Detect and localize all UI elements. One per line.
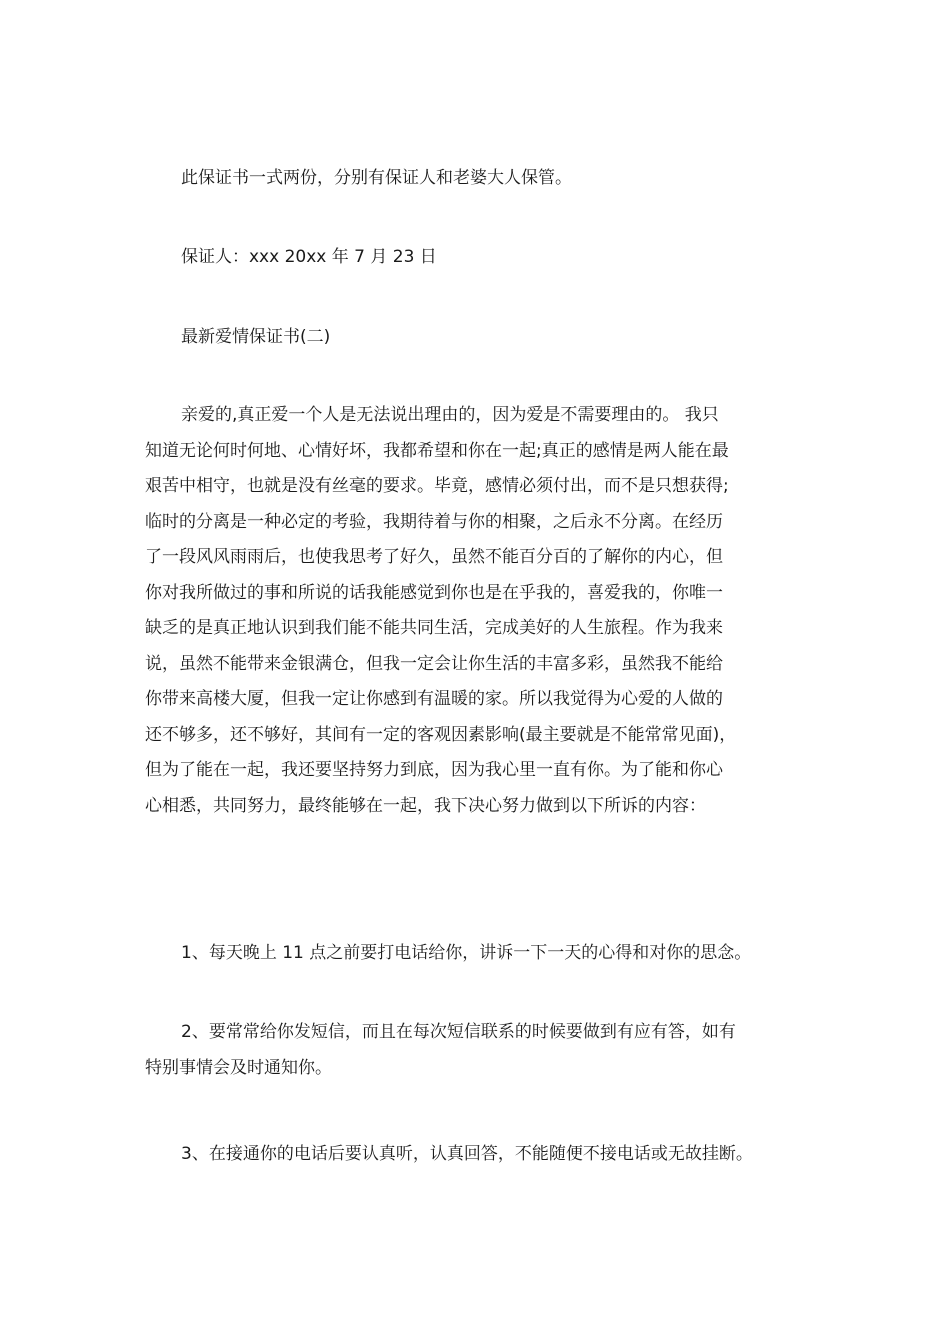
text-line: 亲爱的,真正爱一个人是无法说出理由的，因为爱是不需要理由的。 我只 <box>181 405 719 425</box>
list-item-2 <box>145 1015 825 1086</box>
text-line: 你带来高楼大厦，但我一定让你感到有温暖的家。所以我觉得为心爱的人做的 <box>145 689 723 709</box>
text-line: 缺乏的是真正地认识到我们能不能共同生活，完成美好的人生旅程。作为我来 <box>145 618 723 638</box>
text-line: 心相悉，共同努力，最终能够在一起，我下决心努力做到以下所诉的内容： <box>145 795 706 816</box>
text-line: 但为了能在一起，我还要坚持努力到底，因为我心里一直有你。为了能和你心 <box>145 760 723 780</box>
text-line: 还不够多，还不够好，其间有一定的客观因素影响(最主要就是不能常常见面)， <box>145 724 737 745</box>
text-line: 临时的分离是一种必定的考验，我期待着与你的相聚，之后永不分离。在经历 <box>145 511 723 532</box>
list-item-1: 1、每天晚上 11 点之前要打电话给你，讲诉一下一天的心得和对你的思念。 <box>181 943 752 963</box>
paragraph-guarantor-signature: 保证人：xxx 20xx 年 7 月 23 日 <box>181 247 437 267</box>
text-line: 特别事情会及时通知你。 <box>145 1057 332 1078</box>
section-title: 最新爱情保证书(二) <box>181 327 331 347</box>
text-line: 说，虽然不能带来金银满仓，但我一定会让你生活的丰富多彩，虽然我不能给 <box>145 653 723 674</box>
paragraph-custody-note: 此保证书一式两份，分别有保证人和老婆大人保管。 <box>181 168 572 188</box>
text-line: 知道无论何时何地、心情好坏，我都希望和你在一起;真正的感情是两人能在最 <box>145 440 729 461</box>
paragraph-main-letter <box>145 398 825 824</box>
list-item-3: 3、在接通你的电话后要认真听，认真回答，不能随便不接电话或无故挂断。 <box>181 1144 753 1164</box>
text-line: 了一段风风雨雨后，也使我思考了好久，虽然不能百分百的了解你的内心，但 <box>145 547 723 567</box>
text-line: 2、要常常给你发短信，而且在每次短信联系的时候要做到有应有答，如有 <box>181 1022 736 1042</box>
text-line: 你对我所做过的事和所说的话我能感觉到你也是在乎我的，喜爱我的，你唯一 <box>145 582 723 603</box>
text-line: 艰苦中相守，也就是没有丝毫的要求。毕竟，感情必须付出，而不是只想获得; <box>145 476 729 496</box>
